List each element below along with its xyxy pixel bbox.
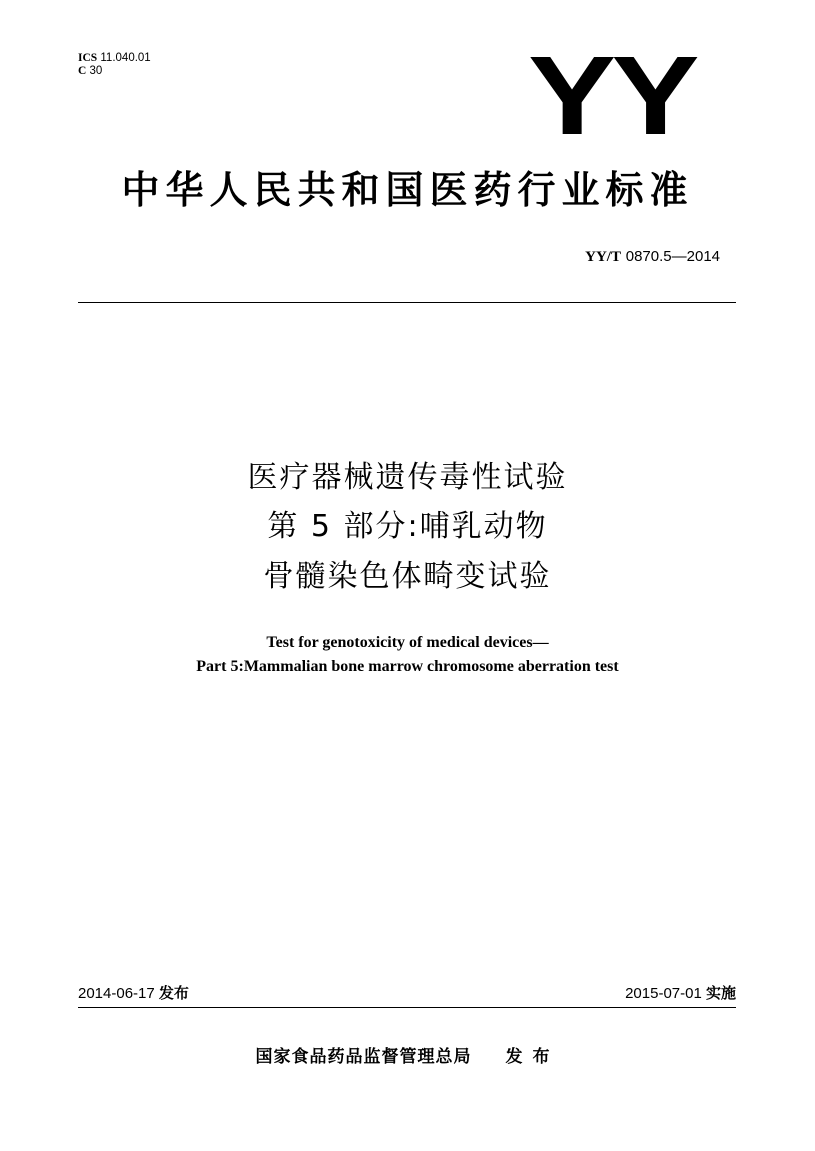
ics-label: ICS (78, 52, 98, 64)
bottom-divider (78, 1007, 736, 1008)
implement-date-value: 2015-07-01 (625, 985, 702, 1002)
title-cn-line1: 医疗器械遗传毒性试验 (247, 460, 568, 495)
title-en-line1: Test for genotoxicity of medical devices— (266, 634, 549, 651)
ics-line (78, 52, 151, 65)
top-divider (78, 302, 736, 303)
organization-title: 中华人民共和国医药行业标准 (121, 168, 694, 212)
ccs-code: 30 (89, 65, 103, 77)
ccs-line (78, 65, 151, 78)
issuer-name: 国家食品药品监督管理总局 (255, 1047, 472, 1067)
title-en-line2: Part 5:Mammalian bone marrow chromosome aberration test (196, 658, 619, 675)
implementation-date (625, 983, 736, 1004)
standard-number (585, 246, 720, 267)
issuing-authority (0, 1045, 815, 1069)
ics-code: 11.040.01 (100, 52, 151, 64)
standard-code: 0870.5—2014 (625, 248, 720, 265)
implement-label: 实施 (705, 984, 736, 1002)
ccs-label: C (78, 65, 87, 77)
release-label: 发布 (158, 984, 189, 1002)
release-date (78, 983, 189, 1004)
title-cn-line3: 骨髓染色体畸变试验 (263, 559, 552, 594)
standard-prefix: YY/T (585, 249, 621, 265)
title-cn-line2: 第 5 部分:哺乳动物 (267, 509, 548, 544)
release-date-value: 2014-06-17 (78, 985, 155, 1002)
classification-codes (78, 52, 151, 78)
standard-logo: YY (528, 33, 695, 158)
issuer-action: 发布 (505, 1047, 560, 1067)
